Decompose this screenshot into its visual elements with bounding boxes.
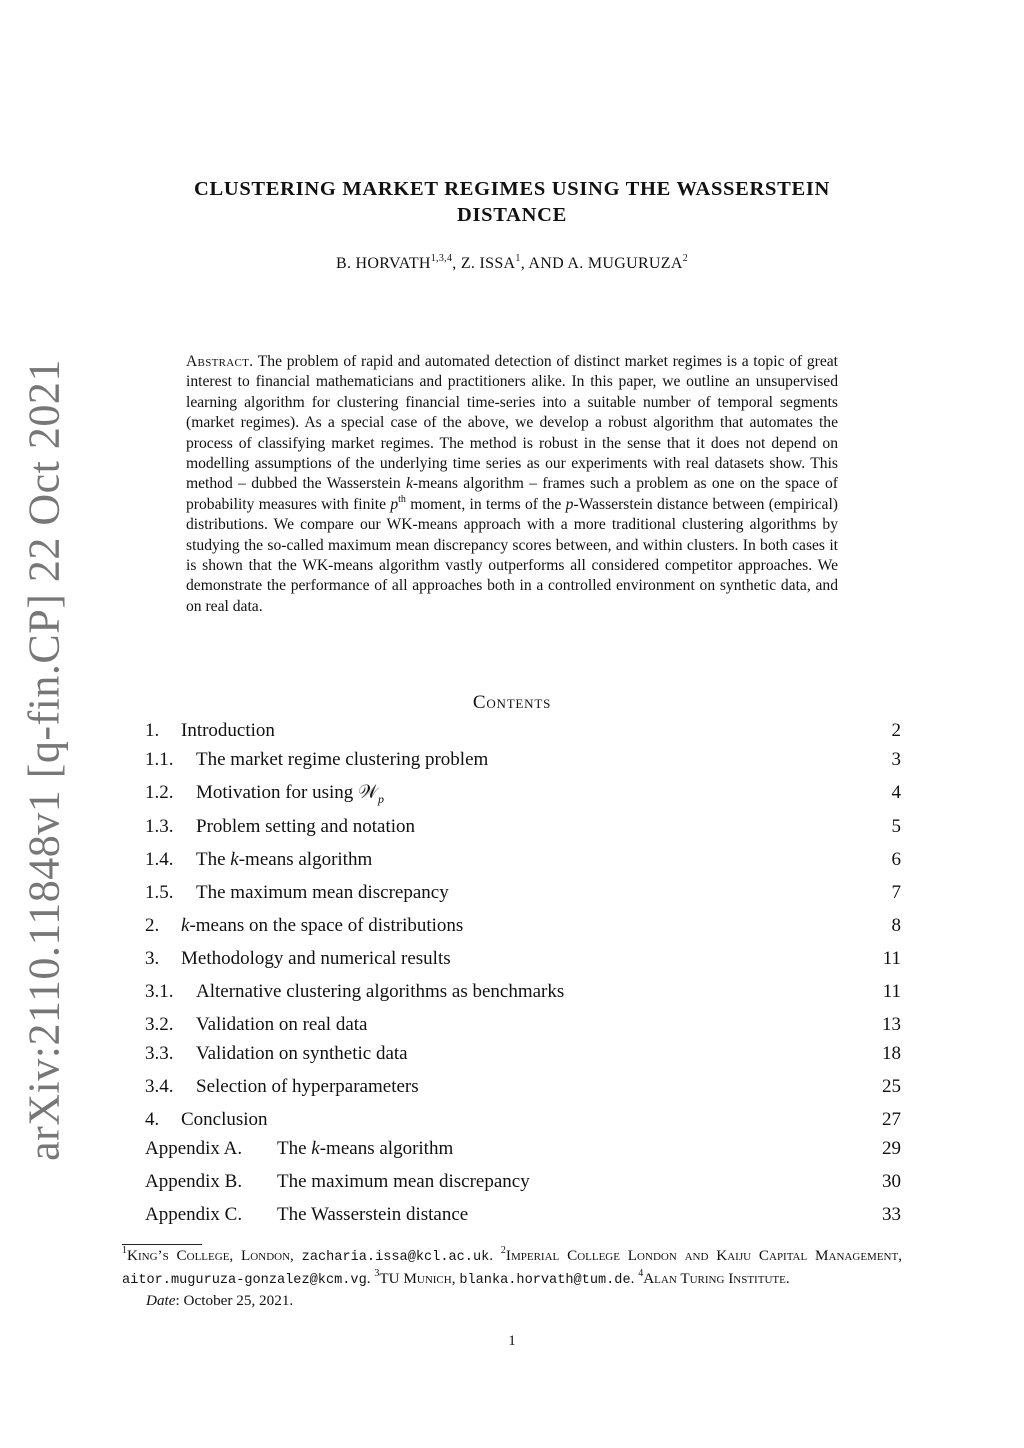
- toc-number: 2.: [145, 915, 160, 936]
- toc-number: 3.1.: [145, 981, 174, 1002]
- arxiv-stamp: arXiv:2110.11848v1 [q-fin.CP] 22 Oct 2021: [19, 359, 69, 1161]
- toc-k-symbol: k: [311, 1138, 320, 1159]
- toc-page: 3: [891, 749, 901, 770]
- toc-number: 1.3.: [145, 816, 174, 837]
- toc-title-rest: -means algorithm: [319, 1138, 454, 1159]
- toc-page: 33: [882, 1204, 901, 1225]
- title-line-2: DISTANCE: [456, 204, 568, 226]
- toc-entry-motivation[interactable]: [145, 780, 901, 806]
- toc-title: [277, 1136, 453, 1162]
- footnote-mark-3: 3: [374, 1267, 380, 1279]
- toc-number: Appendix B.: [145, 1171, 243, 1192]
- abstract-k-symbol: k: [406, 475, 413, 493]
- toc-number: 1.: [145, 720, 160, 741]
- author-line: [140, 255, 884, 273]
- toc-entry-appendix-c[interactable]: [145, 1202, 901, 1228]
- toc-page: 4: [891, 782, 901, 803]
- toc-title: The market regime clustering problem: [196, 749, 489, 770]
- toc-title: Problem setting and notation: [196, 816, 416, 837]
- toc-title: [196, 780, 384, 812]
- toc-page: 11: [882, 948, 901, 969]
- abstract-th-superscript: th: [398, 493, 406, 505]
- toc-k-symbol: k: [230, 849, 239, 870]
- toc-entry-introduction[interactable]: [145, 718, 901, 744]
- toc-k-symbol: k: [181, 915, 190, 936]
- toc-number: 4.: [145, 1109, 160, 1130]
- toc-entry-market-regime-problem[interactable]: [145, 747, 901, 773]
- toc-number: Appendix A.: [145, 1138, 243, 1159]
- toc-number: 1.5.: [145, 882, 174, 903]
- abstract-text-4: -Wasserstein distance between (empirical) distributions. We compare our WK-means approach with a more traditional clustering algorithms by studying the so-called maximum mean discrepancy scores between, and within clusters. In both cases it is shown that the WK-means algorithm vastly outperforms all considered competitor approaches. We demonstrate the performance of all approaches both in a controlled environment on synthetic data, and on real data.: [186, 495, 838, 615]
- toc-number: 3.2.: [145, 1014, 174, 1035]
- affiliation-tu-munich: TU Munich: [379, 1269, 452, 1287]
- toc-page: 8: [891, 915, 901, 936]
- affiliation-alan-turing: Alan Turing Institute.: [643, 1269, 790, 1287]
- date-line: [122, 1291, 902, 1312]
- date-value: : October 25, 2021.: [175, 1292, 294, 1309]
- toc-title: Introduction: [181, 720, 275, 741]
- toc-title: Validation on real data: [196, 1014, 368, 1035]
- toc-title: [181, 913, 463, 939]
- footnote-mark-1: 1: [122, 1245, 127, 1256]
- toc-entry-synthetic-data[interactable]: [145, 1041, 901, 1067]
- toc-title: Methodology and numerical results: [181, 948, 451, 969]
- toc-page: 6: [891, 849, 901, 870]
- abstract-label: Abstract.: [186, 353, 254, 370]
- toc-page: 25: [882, 1076, 901, 1097]
- affiliation-kings-college: King’s College, London: [127, 1247, 291, 1264]
- toc-title: [196, 847, 372, 873]
- toc-page: 7: [891, 882, 901, 903]
- toc-entry-problem-setting[interactable]: [145, 814, 901, 840]
- toc-entry-appendix-b[interactable]: [145, 1169, 901, 1195]
- toc-entry-appendix-a[interactable]: [145, 1136, 901, 1162]
- abstract-p-symbol: p: [390, 495, 399, 513]
- author-muguruza-affil: 2: [682, 253, 689, 264]
- toc-title: The maximum mean discrepancy: [277, 1171, 530, 1192]
- date-label: Date: [146, 1292, 176, 1309]
- toc-title-rest: -means algorithm: [238, 849, 373, 870]
- paper-title: [140, 176, 884, 228]
- toc-number: 1.1.: [145, 749, 174, 770]
- toc-title: Conclusion: [181, 1109, 268, 1130]
- email-muguruza[interactable]: aitor.muguruza-gonzalez@kcm.vg: [122, 1272, 367, 1288]
- toc-page: 2: [891, 720, 901, 741]
- abstract-p-symbol-2: p: [565, 495, 574, 513]
- toc-number: 3.3.: [145, 1043, 174, 1064]
- toc-title-text: Motivation for using 𝒲: [196, 782, 378, 803]
- author-issa-affil: 1: [515, 253, 521, 264]
- footnote-mark-4: 4: [638, 1267, 644, 1279]
- abstract: [186, 352, 838, 617]
- toc-number: 3.: [145, 948, 160, 969]
- toc-title: Selection of hyperparameters: [196, 1076, 419, 1097]
- abstract-text-1: The problem of rapid and automated detection of distinct market regimes is a topic of great interest to financial mathematicians and practitioners alike. In this paper, we outline an unsupervised learning algorithm for clustering financial time-series into a suitable number of temporal segments (market regimes). As a special case of the above, we develop a robust algorithm that automates the process of classifying market regimes. The method is robust in the sense that it does not depend on modelling assumptions of the underlying time series as our experiments with real datasets show. This method – dubbed the Wasserstein: [186, 353, 838, 493]
- abstract-text-2: -means algorithm – frames such a problem as one on the space of probability measures with finite: [186, 475, 838, 513]
- toc-page: 13: [882, 1014, 901, 1035]
- toc-title: The Wasserstein distance: [277, 1204, 469, 1225]
- author-horvath: B. HORVATH: [335, 255, 431, 272]
- toc-entry-k-means-distributions[interactable]: [145, 913, 901, 939]
- toc-page: 5: [891, 816, 901, 837]
- toc-page: 11: [882, 981, 901, 1002]
- toc-entry-real-data[interactable]: [145, 1012, 901, 1038]
- toc-title-text: The: [196, 849, 231, 870]
- footnote-mark-2: 2: [500, 1245, 506, 1256]
- toc-title: The maximum mean discrepancy: [196, 882, 449, 903]
- page-number: 1: [508, 1333, 516, 1349]
- author-horvath-affil: 1,3,4: [430, 253, 453, 264]
- footnote-divider: [122, 1244, 202, 1245]
- toc-page: 18: [882, 1043, 901, 1064]
- toc-number: Appendix C.: [145, 1204, 243, 1225]
- author-issa: , Z. ISSA: [452, 255, 516, 272]
- toc-entry-benchmarks[interactable]: [145, 979, 901, 1005]
- toc-page: 29: [882, 1138, 901, 1159]
- toc-subscript-p: p: [377, 791, 384, 806]
- toc-entry-methodology[interactable]: [145, 946, 901, 972]
- affiliation-imperial-kaiju: Imperial College London and Kaiju Capital Management: [505, 1247, 899, 1264]
- toc-title: Validation on synthetic data: [196, 1043, 408, 1064]
- title-line-1: CLUSTERING MARKET REGIMES USING THE WASSERSTEIN: [193, 178, 831, 200]
- toc-title-text: -means on the space of distributions: [189, 915, 464, 936]
- toc-entry-hyperparameters[interactable]: [145, 1074, 901, 1100]
- author-muguruza: , AND A. MUGURUZA: [520, 255, 683, 272]
- toc-page: 27: [882, 1109, 901, 1130]
- toc-title-text: The: [277, 1138, 312, 1159]
- email-horvath[interactable]: blanka.horvath@tum.de: [459, 1272, 631, 1288]
- email-issa[interactable]: zacharia.issa@kcl.ac.uk: [301, 1250, 490, 1265]
- toc-entry-k-means[interactable]: [145, 847, 901, 873]
- toc-page: 30: [882, 1171, 901, 1192]
- contents-heading: Contents: [472, 692, 552, 713]
- toc-number: 3.4.: [145, 1076, 174, 1097]
- toc-title: Alternative clustering algorithms as benchmarks: [196, 981, 565, 1002]
- abstract-text-3: moment, in terms of the: [405, 495, 566, 513]
- toc-entry-conclusion[interactable]: [145, 1107, 901, 1133]
- affiliations: $^1$King’s College, London, zacharia.issa@kcl.ac.uk. $^2$Imperial College London and Kaiju Capital Management, aitor.muguruza-gonzalez@kcm.vg. $^3$TU Munich, blanka.horvath@tum.de. $^4$Alan Turing Institute.: [122, 1245, 903, 1288]
- toc-number: 1.2.: [145, 782, 174, 803]
- toc-number: 1.4.: [145, 849, 174, 870]
- toc-entry-mmd[interactable]: [145, 880, 901, 906]
- footnotes: [122, 1246, 902, 1312]
